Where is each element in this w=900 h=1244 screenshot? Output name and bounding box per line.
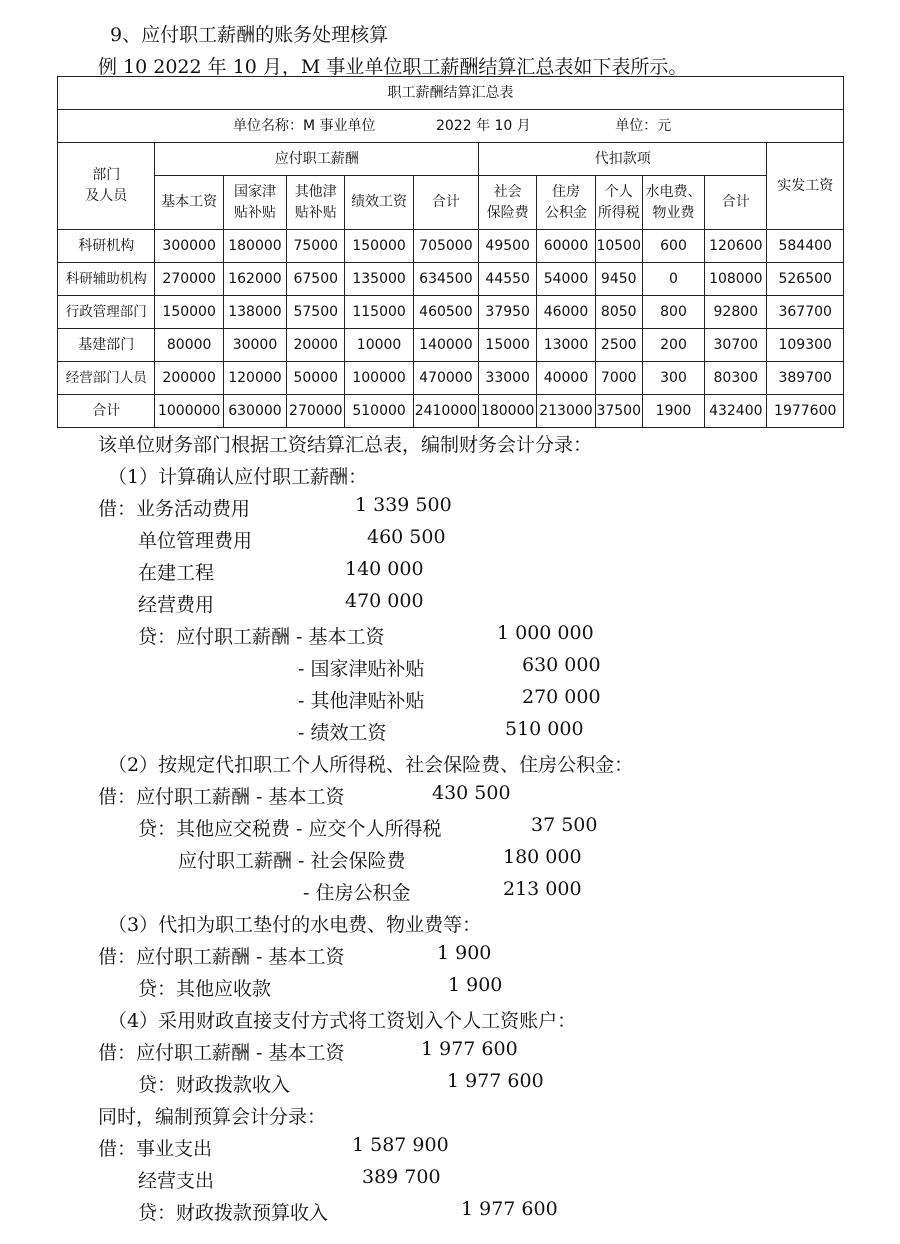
entry-text: 贷：财政拨款预算收入 bbox=[138, 1202, 329, 1224]
sub-header: 基本工资 bbox=[155, 176, 223, 230]
table-cell: 46000 bbox=[537, 296, 595, 329]
table-cell: 180000 bbox=[223, 230, 286, 263]
table-cell: 120000 bbox=[223, 362, 286, 395]
table-cell: 100000 bbox=[345, 362, 413, 395]
entry-amount: 1 977 600 bbox=[461, 1198, 558, 1220]
entry-amount: 1 339 500 bbox=[355, 494, 452, 516]
entry-amount: 37 500 bbox=[531, 814, 598, 836]
table-cell: 10500 bbox=[595, 230, 642, 263]
table-cell: 33000 bbox=[479, 362, 537, 395]
entry-text: - 住房公积金 bbox=[303, 882, 411, 904]
table-cell: 150000 bbox=[155, 296, 223, 329]
entry-amount: 1 587 900 bbox=[352, 1134, 449, 1156]
entry-amount: 460 500 bbox=[367, 526, 446, 548]
entry-amount: 180 000 bbox=[503, 846, 582, 868]
unit-name: 单位名称：M 事业单位 bbox=[233, 117, 376, 134]
table-cell: 37950 bbox=[479, 296, 537, 329]
table-cell: 200 bbox=[642, 329, 704, 362]
table-cell: 432400 bbox=[705, 395, 767, 428]
table-cell: 10000 bbox=[345, 329, 413, 362]
table-cell: 300 bbox=[642, 362, 704, 395]
table-cell: 1000000 bbox=[155, 395, 223, 428]
table-meta bbox=[58, 110, 844, 143]
table-cell: 2500 bbox=[595, 329, 642, 362]
table-row bbox=[58, 362, 844, 395]
table-cell: 1900 bbox=[642, 395, 704, 428]
entry-text: （2）按规定代扣职工个人所得税、社会保险费、住房公积金： bbox=[108, 754, 634, 776]
entry-amount: 1 977 600 bbox=[447, 1070, 544, 1092]
table-cell: 135000 bbox=[345, 263, 413, 296]
entry-text: 同时，编制预算会计分录： bbox=[98, 1106, 327, 1128]
entry-text: 贷：其他应交税费 - 应交个人所得税 bbox=[138, 818, 442, 840]
entry-text: 借：应付职工薪酬 - 基本工资 bbox=[98, 786, 345, 808]
table-row bbox=[58, 230, 844, 263]
table-cell: 138000 bbox=[223, 296, 286, 329]
table-row bbox=[58, 395, 844, 428]
sub-header: 社会 保险费 bbox=[479, 176, 537, 230]
table-cell: 600 bbox=[642, 230, 704, 263]
entry-text: （3）代扣为职工垫付的水电费、物业费等： bbox=[108, 914, 482, 936]
entry-text: （1）计算确认应付职工薪酬： bbox=[108, 466, 368, 488]
table-cell: 150000 bbox=[345, 230, 413, 263]
table-cell: 92800 bbox=[705, 296, 767, 329]
table-cell: 162000 bbox=[223, 263, 286, 296]
table-cell: 44550 bbox=[479, 263, 537, 296]
entry-text: 贷：财政拨款收入 bbox=[138, 1074, 291, 1096]
table-cell: 800 bbox=[642, 296, 704, 329]
table-cell: 270000 bbox=[155, 263, 223, 296]
table-row bbox=[58, 329, 844, 362]
currency-unit: 单位：元 bbox=[615, 117, 672, 134]
row-label: 基建部门 bbox=[58, 329, 155, 362]
table-cell: 20000 bbox=[287, 329, 345, 362]
row-label: 科研机构 bbox=[58, 230, 155, 263]
table-cell: 634500 bbox=[413, 263, 478, 296]
sub-header: 合计 bbox=[413, 176, 478, 230]
table-cell: 37500 bbox=[595, 395, 642, 428]
table-cell: 2410000 bbox=[413, 395, 478, 428]
row-label: 行政管理部门 bbox=[58, 296, 155, 329]
entry-text: 经营支出 bbox=[138, 1170, 215, 1192]
table-cell: 213000 bbox=[537, 395, 595, 428]
entry-text: 应付职工薪酬 - 社会保险费 bbox=[178, 850, 406, 872]
table-cell: 300000 bbox=[155, 230, 223, 263]
table-cell: 108000 bbox=[705, 263, 767, 296]
table-cell: 584400 bbox=[767, 230, 844, 263]
sub-header: 水电费、 物业费 bbox=[642, 176, 704, 230]
entry-amount: 1 900 bbox=[437, 942, 492, 964]
table-cell: 389700 bbox=[767, 362, 844, 395]
row-label: 科研辅助机构 bbox=[58, 263, 155, 296]
entry-text: - 其他津贴补贴 bbox=[298, 690, 425, 712]
table-cell: 200000 bbox=[155, 362, 223, 395]
table-row bbox=[58, 296, 844, 329]
entry-amount: 470 000 bbox=[345, 590, 424, 612]
entry-amount: 270 000 bbox=[522, 686, 601, 708]
sub-header: 个人 所得税 bbox=[595, 176, 642, 230]
table-cell: 526500 bbox=[767, 263, 844, 296]
table-cell: 367700 bbox=[767, 296, 844, 329]
sub-header: 住房 公积金 bbox=[537, 176, 595, 230]
sub-header: 其他津 贴补贴 bbox=[287, 176, 345, 230]
salary-summary-table bbox=[57, 76, 844, 428]
period: 2022 年 10 月 bbox=[435, 117, 531, 134]
entry-amount: 1 000 000 bbox=[497, 622, 594, 644]
table-cell: 180000 bbox=[479, 395, 537, 428]
entry-text: 贷：应付职工薪酬 - 基本工资 bbox=[138, 626, 385, 648]
entry-text: 该单位财务部门根据工资结算汇总表，编制财务会计分录： bbox=[98, 434, 593, 456]
entry-amount: 1 900 bbox=[448, 974, 503, 996]
table-cell: 120600 bbox=[705, 230, 767, 263]
row-label: 经营部门人员 bbox=[58, 362, 155, 395]
sub-header: 国家津 贴补贴 bbox=[223, 176, 286, 230]
table-cell: 13000 bbox=[537, 329, 595, 362]
col-dept: 部门 及人员 bbox=[58, 143, 155, 230]
sub-header: 绩效工资 bbox=[345, 176, 413, 230]
example-intro: 例 10 2022 年 10 月，M 事业单位职工薪酬结算汇总表如下表所示。 bbox=[98, 56, 688, 78]
table-cell: 9450 bbox=[595, 263, 642, 296]
table-cell: 30000 bbox=[223, 329, 286, 362]
entry-text: 经营费用 bbox=[138, 594, 215, 616]
table-cell: 40000 bbox=[537, 362, 595, 395]
table-cell: 54000 bbox=[537, 263, 595, 296]
table-cell: 115000 bbox=[345, 296, 413, 329]
table-cell: 57500 bbox=[287, 296, 345, 329]
table-cell: 30700 bbox=[705, 329, 767, 362]
table-cell: 1977600 bbox=[767, 395, 844, 428]
entry-text: - 国家津贴补贴 bbox=[298, 658, 425, 680]
group-payable: 应付职工薪酬 bbox=[155, 143, 479, 176]
entry-text: - 绩效工资 bbox=[298, 722, 387, 744]
entry-text: 单位管理费用 bbox=[138, 530, 253, 552]
entry-amount: 510 000 bbox=[505, 718, 584, 740]
table-cell: 270000 bbox=[287, 395, 345, 428]
table-cell: 80300 bbox=[705, 362, 767, 395]
table-cell: 7000 bbox=[595, 362, 642, 395]
table-cell: 80000 bbox=[155, 329, 223, 362]
table-cell: 8050 bbox=[595, 296, 642, 329]
entry-text: 借：业务活动费用 bbox=[98, 498, 251, 520]
table-cell: 0 bbox=[642, 263, 704, 296]
entry-amount: 630 000 bbox=[522, 654, 601, 676]
entry-amount: 430 500 bbox=[432, 782, 511, 804]
group-withheld: 代扣款项 bbox=[479, 143, 767, 176]
entry-amount: 1 977 600 bbox=[421, 1038, 518, 1060]
entry-text: 借：事业支出 bbox=[98, 1138, 213, 1160]
table-cell: 15000 bbox=[479, 329, 537, 362]
table-cell: 67500 bbox=[287, 263, 345, 296]
entry-text: 借：应付职工薪酬 - 基本工资 bbox=[98, 946, 345, 968]
entry-text: 借：应付职工薪酬 - 基本工资 bbox=[98, 1042, 345, 1064]
table-cell: 460500 bbox=[413, 296, 478, 329]
row-label: 合计 bbox=[58, 395, 155, 428]
table-cell: 109300 bbox=[767, 329, 844, 362]
col-net: 实发工资 bbox=[767, 143, 844, 230]
table-title: 职工薪酬结算汇总表 bbox=[58, 77, 844, 110]
table-cell: 470000 bbox=[413, 362, 478, 395]
entry-text: 贷：其他应收款 bbox=[138, 978, 272, 1000]
entry-amount: 140 000 bbox=[345, 558, 424, 580]
table-cell: 75000 bbox=[287, 230, 345, 263]
sub-header-row bbox=[58, 176, 844, 230]
section-heading: 9、应付职工薪酬的账务处理核算 bbox=[110, 24, 389, 46]
entry-text: 在建工程 bbox=[138, 562, 215, 584]
table-cell: 630000 bbox=[223, 395, 286, 428]
table-row bbox=[58, 263, 844, 296]
table-cell: 705000 bbox=[413, 230, 478, 263]
table-cell: 510000 bbox=[345, 395, 413, 428]
sub-header: 合计 bbox=[705, 176, 767, 230]
table-cell: 50000 bbox=[287, 362, 345, 395]
entry-amount: 389 700 bbox=[362, 1166, 441, 1188]
table-cell: 140000 bbox=[413, 329, 478, 362]
entry-amount: 213 000 bbox=[503, 878, 582, 900]
table-cell: 60000 bbox=[537, 230, 595, 263]
entry-text: （4）采用财政直接支付方式将工资划入个人工资账户： bbox=[108, 1010, 577, 1032]
table-cell: 49500 bbox=[479, 230, 537, 263]
